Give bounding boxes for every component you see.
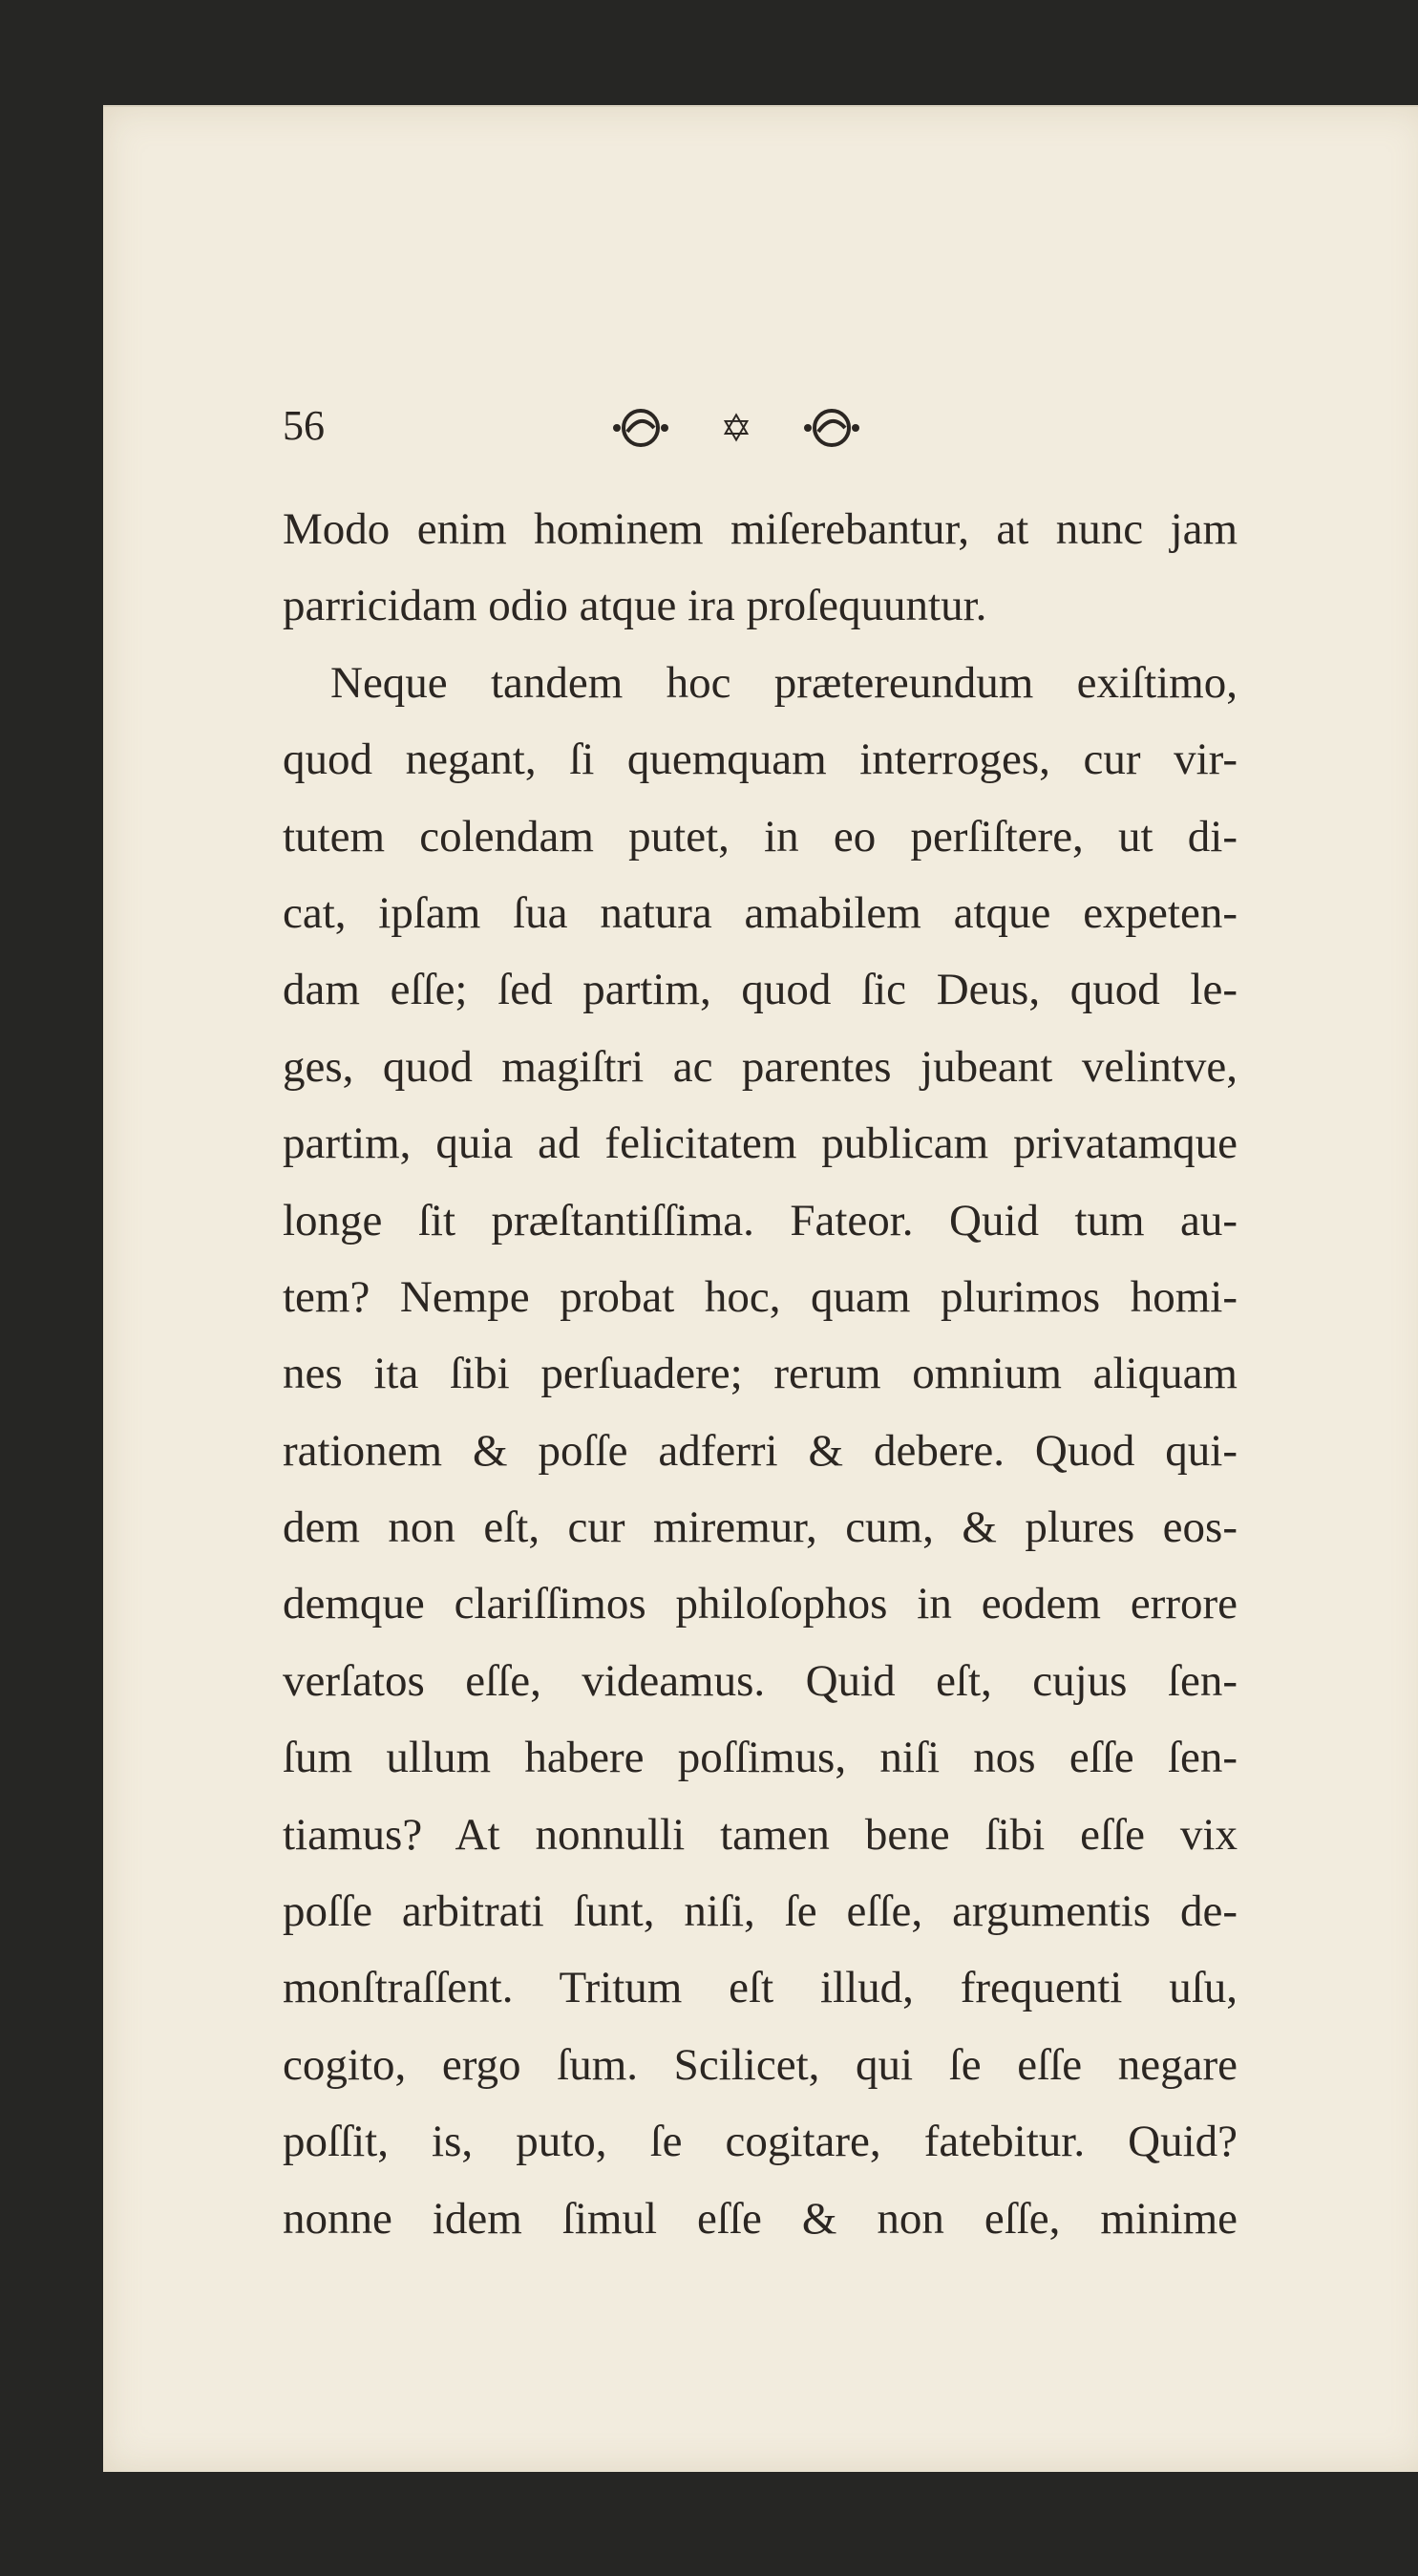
text-line: ges, quod magiſtri ac parentes jubeant velintve, <box>283 1041 1238 1092</box>
text-line: dam eſſe; ſed partim, quod ſic Deus, quod le- <box>283 965 1238 1015</box>
svg-text:✡: ✡ <box>720 407 752 451</box>
page-header <box>283 401 1238 462</box>
text-line: nonne idem ſimul eſſe & non eſſe, minime <box>283 2193 1238 2244</box>
text-line: verſatos eſſe, videamus. Quid eſt, cujus ſen- <box>283 1655 1238 1706</box>
text-line: cogito, ergo ſum. Scilicet, qui ſe eſſe negare <box>283 2039 1238 2090</box>
page-number: 56 <box>283 402 325 449</box>
text-line: Neque tandem hoc prætereundum exiſtimo, <box>330 657 1238 708</box>
text-line: partim, quia ad felicitatem publicam privatamque <box>283 1118 1238 1169</box>
text-line: tem? Nempe probat hoc, quam plurimos homi- <box>283 1271 1238 1322</box>
text-line: ſum ullum habere poſſimus, niſi nos eſſe ſen- <box>283 1733 1238 1783</box>
fleuron-ornament-icon <box>574 397 899 458</box>
text-line: tutem colendam putet, in eo perſiſtere, ut di- <box>283 811 1238 862</box>
text-line: tiamus? At nonnulli tamen bene ſibi eſſe vix <box>283 1809 1238 1860</box>
text-line: poſſit, is, puto, ſe cogitare, fatebitur. Quid? <box>283 2117 1238 2167</box>
text-line: nes ita ſibi perſuadere; rerum omnium aliquam <box>283 1349 1238 1399</box>
text-line: cat, ipſam ſua natura amabilem atque expeten- <box>283 887 1238 938</box>
page-body-text <box>283 491 1238 2257</box>
text-line: poſſe arbitrati ſunt, niſi, ſe eſſe, argumentis de- <box>283 1886 1238 1937</box>
text-line: dem non eſt, cur miremur, cum, & plures eos- <box>283 1502 1238 1553</box>
text-line: longe ſit præſtantiſſima. Fateor. Quid tum au- <box>283 1195 1238 1245</box>
text-line: quod negant, ſi quemquam interroges, cur vir- <box>283 734 1238 785</box>
text-line: monſtraſſent. Tritum eſt illud, frequenti uſu, <box>283 1963 1238 2013</box>
text-line: rationem & poſſe adferri & debere. Quod qui- <box>283 1425 1238 1476</box>
text-line: Modo enim hominem miſerebantur, at nunc jam <box>283 504 1238 554</box>
text-line: parricidam odio atque ira proſequuntur. <box>283 581 987 631</box>
text-line: demque clariſſimos philoſophos in eodem errore <box>283 1579 1238 1629</box>
